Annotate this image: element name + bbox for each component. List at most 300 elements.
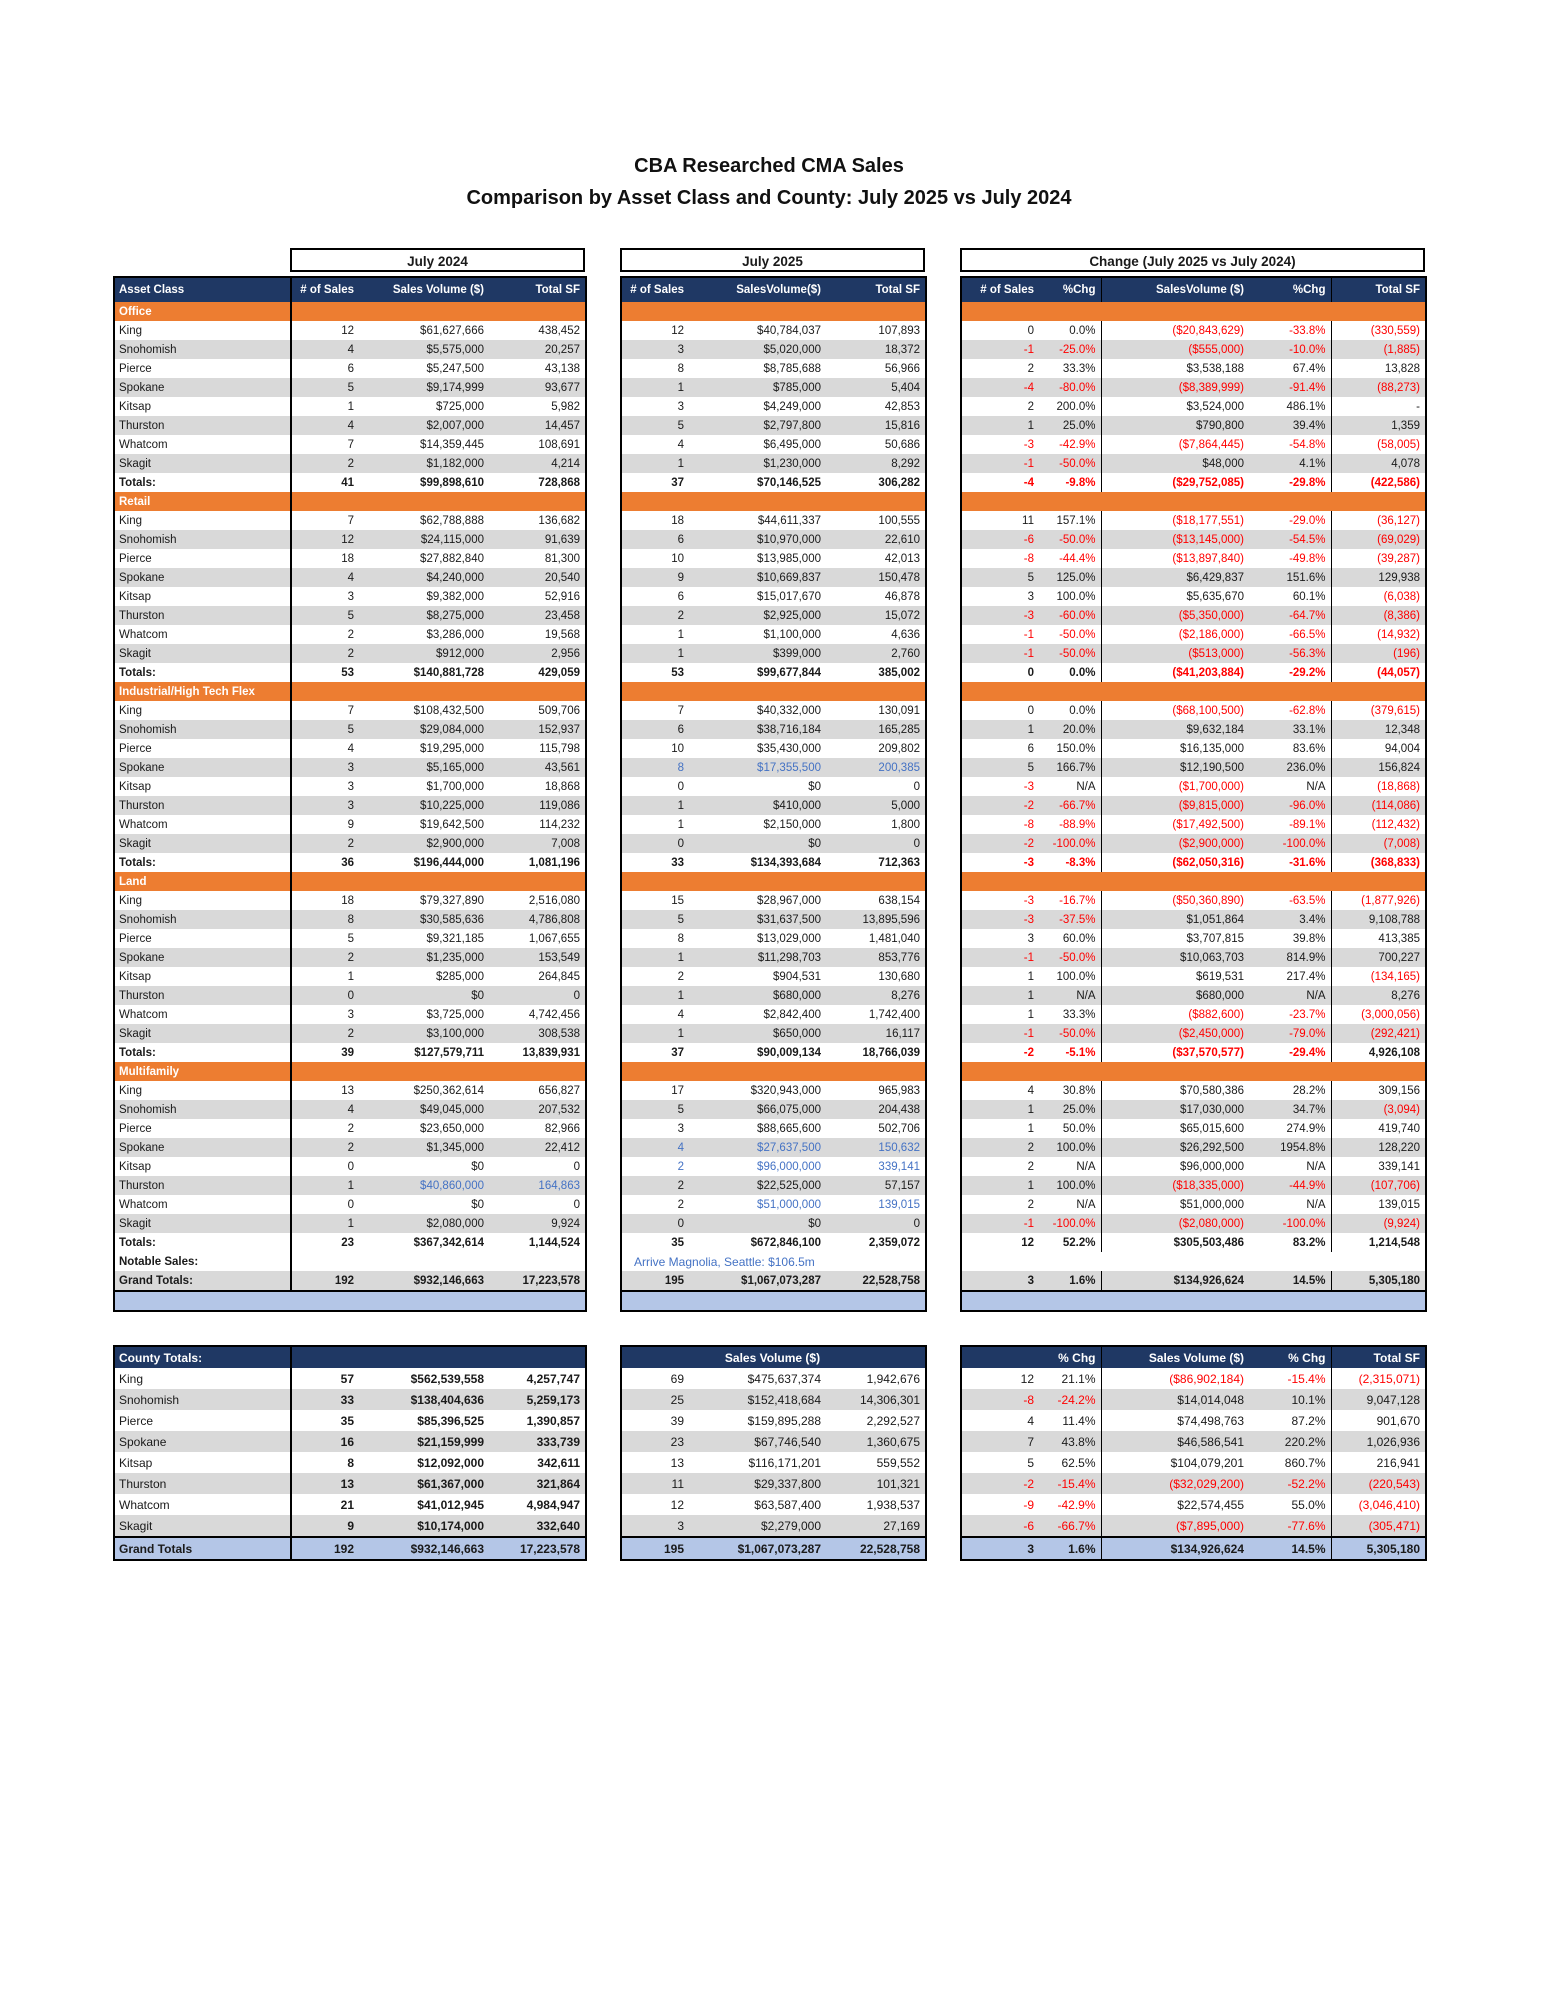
value-cell: 52.2% <box>1039 1233 1101 1252</box>
value-cell: 860.7% <box>1249 1452 1331 1473</box>
table-row-pierce <box>114 739 586 758</box>
asset-class-label: Land <box>114 872 291 891</box>
row-label: Snohomish <box>114 910 291 929</box>
value-cell: $9,382,000 <box>426 590 484 603</box>
band-fill <box>621 1062 926 1081</box>
value-cell: $12,190,500 <box>1101 758 1249 777</box>
table-row-totals <box>114 473 586 492</box>
table-row-whatcom <box>961 1005 1426 1024</box>
table-row-snohomish <box>961 910 1426 929</box>
value-cell: (7,008) <box>1331 834 1426 853</box>
value-cell: 21.1% <box>1039 1368 1101 1389</box>
value-cell: 4,984,947 <box>526 1497 581 1512</box>
value-cell: 7 <box>961 1431 1039 1452</box>
value-cell: 209,802 <box>878 742 920 755</box>
value-cell: 2,516,080 <box>528 894 580 907</box>
value-cell: $48,000 <box>1101 454 1249 473</box>
value-cell: 3 <box>621 1515 689 1537</box>
value-cell: $40,860,000 <box>359 1176 489 1195</box>
value-cell: 4 <box>347 742 354 755</box>
value-cell: $67,746,540 <box>689 1431 826 1452</box>
value-cell: 14.5% <box>1249 1537 1331 1560</box>
table-row-snohomish <box>961 1389 1426 1410</box>
value-cell: 55.0% <box>1249 1494 1331 1515</box>
value-cell: 309,156 <box>1378 1084 1420 1097</box>
value-cell: $99,677,844 <box>757 666 821 679</box>
table-row-whatcom <box>621 625 926 644</box>
value-cell: $134,926,624 <box>1101 1537 1249 1560</box>
row-label: Totals: <box>114 663 291 682</box>
value-cell: -4 <box>961 378 1039 397</box>
value-cell: $51,000,000 <box>1180 1198 1244 1211</box>
column-header: # of Sales <box>291 277 359 302</box>
value-cell: $3,725,000 <box>426 1008 484 1021</box>
value-cell: 333,739 <box>489 1431 586 1452</box>
value-cell: -25.0% <box>1039 340 1101 359</box>
row-label: Kitsap <box>114 1157 291 1176</box>
table-row-totals <box>961 853 1426 872</box>
table-row-thurston <box>961 986 1426 1005</box>
value-cell: (69,029) <box>1331 530 1426 549</box>
value-cell: ($2,450,000) <box>1101 1024 1249 1043</box>
value-cell: 18 <box>671 514 684 527</box>
value-cell: 5,982 <box>551 400 580 413</box>
value-cell: 16 <box>291 1431 359 1452</box>
table-row-kitsap <box>621 1157 926 1176</box>
value-cell: 50,686 <box>884 438 920 451</box>
value-cell: 204,438 <box>826 1100 926 1119</box>
asset-class-band <box>961 872 1426 891</box>
table-row-skagit <box>621 1024 926 1043</box>
value-cell: -31.6% <box>1249 853 1331 872</box>
value-cell: 11 <box>621 1473 689 1494</box>
value-cell: 25 <box>621 1389 689 1410</box>
value-cell: 0 <box>1027 324 1034 337</box>
value-cell: 15 <box>671 894 684 907</box>
asset-class-band <box>621 302 926 321</box>
band-fill <box>291 682 586 701</box>
table-row-totals <box>114 853 586 872</box>
value-cell: $23,650,000 <box>420 1122 484 1135</box>
value-cell: $85,396,525 <box>417 1413 484 1428</box>
table-row-king <box>114 1368 586 1389</box>
table-row-thurston <box>114 1176 586 1195</box>
value-cell: N/A <box>1249 1195 1331 1214</box>
value-cell: 332,640 <box>489 1515 586 1537</box>
value-cell: 39.4% <box>1249 416 1331 435</box>
value-cell: $19,295,000 <box>420 742 484 755</box>
asset-class-band <box>961 302 1426 321</box>
asset-class-band <box>621 682 926 701</box>
value-cell: $562,539,558 <box>410 1371 484 1386</box>
value-cell: $367,342,614 <box>413 1236 484 1249</box>
value-cell: N/A <box>1249 777 1331 796</box>
table-row-whatcom <box>114 1195 586 1214</box>
value-cell: 1 <box>1027 1008 1034 1021</box>
value-cell: $5,020,000 <box>689 340 826 359</box>
column-header: # of Sales <box>961 277 1039 302</box>
value-cell: 164,863 <box>489 1176 586 1195</box>
table-row-spokane <box>961 1431 1426 1452</box>
value-cell: $12,092,000 <box>417 1455 484 1470</box>
notable-sales-row <box>961 1252 1426 1271</box>
value-cell: 108,691 <box>538 438 580 451</box>
value-cell: $40,784,037 <box>757 324 821 337</box>
value-cell: 339,141 <box>878 1160 920 1173</box>
value-cell: 13,839,931 <box>522 1046 580 1059</box>
value-cell: -8.3% <box>1039 853 1101 872</box>
value-cell: 1 <box>1027 1122 1034 1135</box>
value-cell: 5,404 <box>826 378 926 397</box>
table-row-whatcom <box>114 435 586 454</box>
value-cell: $2,150,000 <box>763 818 821 831</box>
value-cell: ($18,177,551) <box>1172 514 1244 527</box>
value-cell: $44,611,337 <box>757 514 821 527</box>
value-cell: $285,000 <box>436 970 484 983</box>
table-row-snohomish <box>114 720 586 739</box>
table-row-thurston <box>961 1176 1426 1195</box>
value-cell: (14,932) <box>1377 628 1420 641</box>
table-row-spokane <box>114 378 586 397</box>
value-cell: $912,000 <box>359 644 489 663</box>
value-cell: ($29,752,085) <box>1172 476 1244 489</box>
value-cell: 1 <box>621 644 689 663</box>
column-header-row <box>961 277 1426 302</box>
value-cell: $61,367,000 <box>359 1473 489 1494</box>
asset-class-band <box>621 1062 926 1081</box>
value-cell: $10,225,000 <box>359 796 489 815</box>
value-cell: -29.2% <box>1249 663 1331 682</box>
value-cell: 9 <box>621 568 689 587</box>
asset-class-band <box>961 492 1426 511</box>
value-cell: 9 <box>291 1515 359 1537</box>
value-cell: 53 <box>341 666 354 679</box>
value-cell: $22,574,455 <box>1177 1497 1244 1512</box>
asset-class-band <box>114 302 586 321</box>
value-cell: 192 <box>291 1271 359 1291</box>
table-row-skagit <box>114 1024 586 1043</box>
value-cell: $70,146,525 <box>757 476 821 489</box>
row-label: Thurston <box>114 416 291 435</box>
value-cell: 93,677 <box>489 378 586 397</box>
value-cell: $27,882,840 <box>420 552 484 565</box>
table-row-king <box>961 511 1426 530</box>
band-fill <box>291 492 586 511</box>
table-row-whatcom <box>961 1195 1426 1214</box>
value-cell: ($62,050,316) <box>1172 856 1244 869</box>
table-row-king <box>621 511 926 530</box>
value-cell: N/A <box>1039 986 1101 1005</box>
row-label: Kitsap <box>114 967 291 986</box>
value-cell: (330,559) <box>1370 324 1420 337</box>
table-row-pierce <box>621 1410 926 1431</box>
value-cell: $70,580,386 <box>1180 1084 1244 1097</box>
table-row-kitsap <box>961 1157 1426 1176</box>
value-cell: 4,786,808 <box>489 910 586 929</box>
value-cell: 5 <box>291 378 359 397</box>
table-row-snohomish <box>961 340 1426 359</box>
table-row-kitsap <box>621 397 926 416</box>
value-cell: $31,637,500 <box>689 910 826 929</box>
value-cell: 9,108,788 <box>1331 910 1426 929</box>
table-row-king <box>621 1081 926 1100</box>
value-cell: 656,827 <box>538 1084 580 1097</box>
grand-totals-row <box>621 1271 926 1291</box>
value-cell: 2 <box>677 970 684 983</box>
value-cell: $5,635,670 <box>1186 590 1244 603</box>
value-cell: 1,144,524 <box>528 1236 580 1249</box>
value-cell: 4 <box>291 568 359 587</box>
table-row-thurston <box>961 416 1426 435</box>
table-row-kitsap <box>961 1452 1426 1473</box>
table-row-thurston <box>114 606 586 625</box>
table-row-kitsap <box>621 587 926 606</box>
value-cell: 5 <box>961 568 1039 587</box>
value-cell: 3 <box>961 1537 1039 1560</box>
band-fill <box>961 682 1426 701</box>
county-header-row <box>114 1346 586 1368</box>
table-row-totals <box>621 1043 926 1062</box>
value-cell: 139,015 <box>878 1198 920 1211</box>
value-cell: 0 <box>347 1198 354 1211</box>
band-fill <box>621 682 926 701</box>
table-row-pierce <box>621 739 926 758</box>
value-cell: $96,000,000 <box>757 1160 821 1173</box>
value-cell: 4 <box>677 438 684 451</box>
value-cell: -29.0% <box>1249 511 1331 530</box>
value-cell: 1,360,675 <box>826 1431 926 1452</box>
row-label: Thurston <box>114 986 291 1005</box>
value-cell: 37 <box>671 1046 684 1059</box>
value-cell: 11 <box>1022 514 1034 527</box>
value-cell: $2,007,000 <box>359 416 489 435</box>
value-cell: $14,014,048 <box>1101 1389 1249 1410</box>
value-cell: 12,348 <box>1331 720 1426 739</box>
value-cell: $725,000 <box>436 400 484 413</box>
value-cell: $49,045,000 <box>359 1100 489 1119</box>
value-cell: 274.9% <box>1249 1119 1331 1138</box>
table-row-skagit <box>114 644 586 663</box>
table-row-thurston <box>114 416 586 435</box>
value-cell: 2 <box>621 1176 689 1195</box>
value-cell: $3,100,000 <box>359 1024 489 1043</box>
row-label: Pierce <box>114 1410 291 1431</box>
value-cell: 2 <box>1027 1160 1034 1173</box>
value-cell: 1 <box>621 1024 689 1043</box>
value-cell: 3.4% <box>1249 910 1331 929</box>
table-row-king <box>961 321 1426 340</box>
value-cell: 0 <box>621 834 689 853</box>
table-row-kitsap <box>621 777 926 796</box>
value-cell: -77.6% <box>1249 1515 1331 1537</box>
value-cell: 39.8% <box>1249 929 1331 948</box>
value-cell: 200,385 <box>826 758 926 777</box>
table-row-totals <box>961 1043 1426 1062</box>
table-row-spokane <box>961 948 1426 967</box>
table-row-king <box>621 701 926 720</box>
value-cell: $2,925,000 <box>689 606 826 625</box>
table-row-thurston <box>961 1473 1426 1494</box>
row-label: Skagit <box>114 1024 291 1043</box>
value-cell: -8 <box>961 1389 1039 1410</box>
value-cell: 13,895,596 <box>826 910 926 929</box>
value-cell: 50.0% <box>1039 1119 1101 1138</box>
value-cell: $2,900,000 <box>359 834 489 853</box>
table-row-whatcom <box>114 625 586 644</box>
value-cell: N/A <box>1249 986 1331 1005</box>
value-cell: (114,086) <box>1331 796 1426 815</box>
value-cell: $1,051,864 <box>1101 910 1249 929</box>
value-cell: 8 <box>677 932 684 945</box>
value-cell: $399,000 <box>689 644 826 663</box>
value-cell: $26,292,500 <box>1101 1138 1249 1157</box>
value-cell: $0 <box>689 834 826 853</box>
value-cell: 13 <box>341 1084 354 1097</box>
value-cell: 853,776 <box>826 948 926 967</box>
value-cell: $62,788,888 <box>420 514 484 527</box>
value-cell: 6 <box>677 590 684 603</box>
table-row-spokane <box>114 568 586 587</box>
value-cell: 385,002 <box>878 666 920 679</box>
table-row-pierce <box>961 549 1426 568</box>
value-cell: $2,797,800 <box>689 416 826 435</box>
row-label: King <box>114 891 291 910</box>
row-label: Whatcom <box>114 1195 291 1214</box>
value-cell: -29.8% <box>1249 473 1331 492</box>
value-cell: 35 <box>671 1236 684 1249</box>
value-cell: $904,531 <box>773 970 821 983</box>
value-cell: -42.9% <box>1039 1494 1101 1515</box>
column-header: # of Sales <box>621 277 689 302</box>
asset-class-band <box>114 492 586 511</box>
report-title <box>113 150 1425 214</box>
column-header: SalesVolume ($) <box>1101 277 1249 302</box>
county-header-row <box>621 1346 926 1368</box>
table-row-totals <box>961 1233 1426 1252</box>
table-row-whatcom <box>114 1494 586 1515</box>
row-label: Skagit <box>114 1515 291 1537</box>
value-cell: N/A <box>1039 1157 1101 1176</box>
band-fill <box>961 492 1426 511</box>
value-cell: 8 <box>677 362 684 375</box>
table-row-pierce <box>114 1410 586 1431</box>
value-cell: $159,895,288 <box>747 1413 821 1428</box>
value-cell: 217.4% <box>1249 967 1331 986</box>
value-cell: 30.8% <box>1039 1081 1101 1100</box>
table-row-skagit <box>114 454 586 473</box>
table-row-pierce <box>961 359 1426 378</box>
value-cell: 18 <box>341 894 354 907</box>
value-cell: 11.4% <box>1039 1410 1101 1431</box>
value-cell: 2 <box>677 1198 684 1211</box>
value-cell: 264,845 <box>538 970 580 983</box>
value-cell: 15,816 <box>826 416 926 435</box>
value-cell: 195 <box>621 1271 689 1291</box>
table-row-skagit <box>961 644 1426 663</box>
value-cell: 12 <box>291 530 359 549</box>
value-cell: 1 <box>621 378 689 397</box>
value-cell: 712,363 <box>878 856 920 869</box>
value-cell: -3 <box>961 606 1039 625</box>
county-totals-header-label: County Totals: <box>114 1346 291 1368</box>
value-cell: (107,706) <box>1331 1176 1426 1195</box>
value-cell: ($50,360,890) <box>1172 894 1244 907</box>
table-row-king <box>961 701 1426 720</box>
value-cell: 5,259,173 <box>489 1389 586 1410</box>
value-cell: 0 <box>826 1214 926 1233</box>
value-cell: (220,543) <box>1331 1473 1426 1494</box>
table-row-kitsap <box>114 397 586 416</box>
value-cell: -54.5% <box>1249 530 1331 549</box>
value-cell: 101,321 <box>826 1473 926 1494</box>
value-cell: $0 <box>471 1198 484 1211</box>
value-cell: $9,321,185 <box>426 932 484 945</box>
value-cell: 200.0% <box>1039 397 1101 416</box>
value-cell: -33.8% <box>1249 321 1331 340</box>
row-label: Totals: <box>114 473 291 492</box>
value-cell: ($513,000) <box>1101 644 1249 663</box>
value-cell: 1 <box>621 986 689 1005</box>
value-cell: $790,800 <box>1101 416 1249 435</box>
row-label: Pierce <box>114 359 291 378</box>
value-cell: 128,220 <box>1331 1138 1426 1157</box>
value-cell: $6,429,837 <box>1101 568 1249 587</box>
table-row-totals <box>621 853 926 872</box>
value-cell: 18,372 <box>826 340 926 359</box>
value-cell: 1,026,936 <box>1331 1431 1426 1452</box>
table-row-thurston <box>114 796 586 815</box>
value-cell: $104,079,201 <box>1170 1455 1244 1470</box>
value-cell: $11,298,703 <box>689 948 826 967</box>
table-row-snohomish <box>114 1100 586 1119</box>
notable-sale-annotation: Arrive Magnolia, Seattle: $106.5m <box>634 1254 815 1269</box>
value-cell: ($2,186,000) <box>1178 628 1244 641</box>
value-cell: -1 <box>961 340 1039 359</box>
value-cell: 10.1% <box>1249 1389 1331 1410</box>
value-cell: $21,159,999 <box>359 1431 489 1452</box>
value-cell: -100.0% <box>1039 1214 1101 1233</box>
value-cell: 5,305,180 <box>1331 1537 1426 1560</box>
value-cell: 94,004 <box>1384 742 1420 755</box>
value-cell: 9,047,128 <box>1331 1389 1426 1410</box>
value-cell: $16,135,000 <box>1180 742 1244 755</box>
value-cell: -96.0% <box>1249 796 1331 815</box>
period-header-july-2024: July 2024 <box>290 248 585 272</box>
value-cell: -10.0% <box>1249 340 1331 359</box>
value-cell: 82,966 <box>544 1122 580 1135</box>
value-cell: $116,171,201 <box>748 1455 821 1470</box>
table-row-skagit <box>114 1515 586 1537</box>
row-label: Spokane <box>114 758 291 777</box>
value-cell: 1 <box>961 720 1039 739</box>
value-cell: (1,885) <box>1331 340 1426 359</box>
value-cell: -1 <box>961 1214 1039 1233</box>
row-label: Whatcom <box>114 815 291 834</box>
value-cell: $932,146,663 <box>359 1537 489 1560</box>
value-cell: $1,067,073,287 <box>689 1537 826 1560</box>
table-row-snohomish <box>114 1389 586 1410</box>
value-cell: (196) <box>1331 644 1426 663</box>
value-cell: 207,532 <box>489 1100 586 1119</box>
table-row-totals <box>114 663 586 682</box>
value-cell: 60.0% <box>1039 929 1101 948</box>
value-cell: 8 <box>347 1455 354 1470</box>
page-title: CBA Researched CMA Sales <box>634 155 904 177</box>
value-cell: $17,355,500 <box>689 758 826 777</box>
value-cell: -49.8% <box>1249 549 1331 568</box>
band-fill <box>961 302 1426 321</box>
grand-totals-row <box>114 1271 586 1291</box>
